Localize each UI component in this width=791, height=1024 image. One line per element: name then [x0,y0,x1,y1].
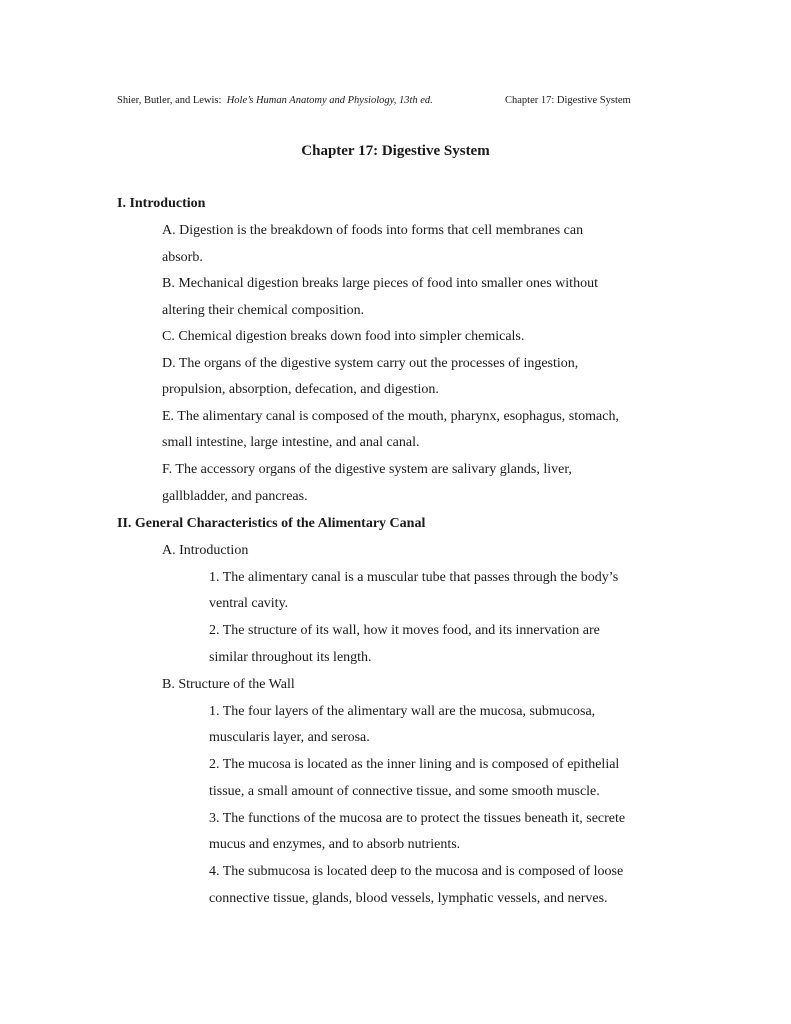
outline-item-a-line2: absorb. [162,249,203,265]
outline-item-a1-line2: ventral cavity. [209,596,289,611]
outline-item-b3-line2: mucus and enzymes, and to absorb nutrients. [209,837,461,852]
outline-item-b2-line1: 2. The mucosa is located as the inner lining and is composed of epithelial [209,757,620,772]
header-authors: Shier, Butler, and Lewis: [117,95,222,106]
outline-item-b2-line2: tissue, a small amount of connective tissue, and some smooth muscle. [209,783,600,799]
outline-item-f-line1: F. The accessory organs of the digestive system are salivary glands, liver, [162,462,572,477]
section-heading-alimentary-canal: II. General Characteristics of the Alimentary Canal [117,516,426,531]
outline-item-b4-line2: connective tissue, glands, blood vessels, lymphatic vessels, and nerves. [209,890,608,906]
outline-item-e-line2: small intestine, large intestine, and anal canal. [162,435,420,450]
header-citation [117,94,433,107]
outline-item-b1-line2: muscularis layer, and serosa. [209,730,370,745]
outline-item-d-line2: propulsion, absorption, defecation, and digestion. [162,382,439,397]
page-title: Chapter 17: Digestive System [301,143,490,159]
header-chapter: Chapter 17: Digestive System [505,95,631,106]
subsection-label-structure-of-wall: B. Structure of the Wall [162,677,295,692]
outline-item-a-line1: A. Digestion is the breakdown of foods into forms that cell membranes can [162,223,584,238]
outline-item-b-line1: B. Mechanical digestion breaks large pieces of food into smaller ones without [162,276,598,291]
outline-item-b4-line1: 4. The submucosa is located deep to the mucosa and is composed of loose [209,864,624,879]
section-heading-introduction: I. Introduction [117,196,206,211]
outline-item-a2-line1: 2. The structure of its wall, how it moves food, and its innervation are [209,623,600,638]
outline-item-b3-line1: 3. The functions of the mucosa are to protect the tissues beneath it, secrete [209,810,626,826]
outline-item-b-line2: altering their chemical composition. [162,302,365,318]
header-book-title: Hole’s Human Anatomy and Physiology, 13th ed. [226,95,433,106]
subsection-label-introduction: A. Introduction [162,543,249,558]
outline-item-f-line2: gallbladder, and pancreas. [162,488,308,504]
outline-item-a2-line2: similar throughout its length. [209,649,372,665]
outline-item-a1-line1: 1. The alimentary canal is a muscular tube that passes through the body’s [209,569,619,585]
outline-item-b1-line1: 1. The four layers of the alimentary wall are the mucosa, submucosa, [209,703,596,719]
outline-item-e-line1: E. The alimentary canal is composed of the mouth, pharynx, esophagus, stomach, [162,408,619,424]
outline-item-c-line1: C. Chemical digestion breaks down food into simpler chemicals. [162,329,525,344]
outline-item-d-line1: D. The organs of the digestive system carry out the processes of ingestion, [162,355,579,371]
